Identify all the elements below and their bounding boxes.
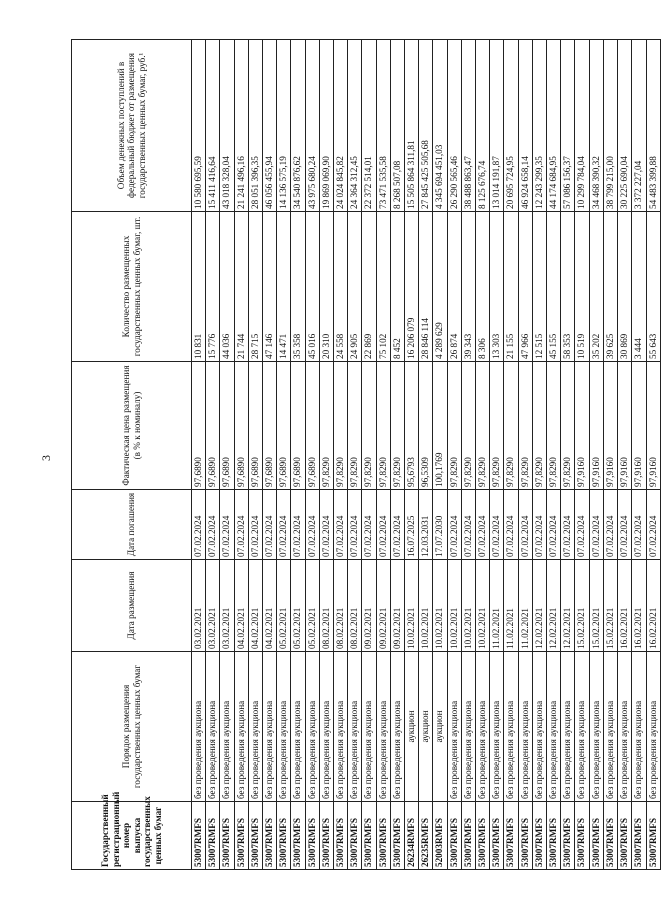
cell-order: без проведения аукциона: [447, 652, 461, 802]
cell-order: без проведения аукциона: [362, 652, 376, 802]
cell-placement-date: 09.02.2021: [376, 560, 390, 652]
cell-price: 97,8290: [561, 362, 575, 490]
cell-quantity: 21 744: [234, 212, 248, 362]
cell-placement-date: 10.02.2021: [447, 560, 461, 652]
cell-reg-number: 53007RMFS: [575, 802, 589, 870]
cell-placement-date: 09.02.2021: [390, 560, 404, 652]
cell-volume: 44 174 684,95: [547, 40, 561, 212]
cell-maturity-date: 07.02.2024: [547, 490, 561, 560]
cell-maturity-date: 07.02.2024: [518, 490, 532, 560]
cell-reg-number: 53007RMFS: [561, 802, 575, 870]
cell-price: 97,6890: [248, 362, 262, 490]
cell-maturity-date: 07.02.2024: [192, 490, 206, 560]
table-row: [405, 40, 419, 870]
cell-volume: 34 468 390,32: [589, 40, 603, 212]
cell-reg-number: 53007RMFS: [319, 802, 333, 870]
cell-price: 97,8290: [334, 362, 348, 490]
cell-quantity: 28 715: [248, 212, 262, 362]
table-body: [192, 40, 661, 870]
cell-price: 97,9160: [618, 362, 632, 490]
cell-maturity-date: 07.02.2024: [476, 490, 490, 560]
cell-placement-date: 05.02.2021: [305, 560, 319, 652]
cell-volume: 20 695 724,95: [504, 40, 518, 212]
table-row: [277, 40, 291, 870]
cell-order: без проведения аукциона: [547, 652, 561, 802]
cell-placement-date: 12.02.2021: [561, 560, 575, 652]
cell-reg-number: 53007RMFS: [490, 802, 504, 870]
cell-placement-date: 16.02.2021: [632, 560, 646, 652]
cell-volume: 38 799 215,00: [603, 40, 617, 212]
cell-volume: 43 018 328,04: [220, 40, 234, 212]
table-row: [603, 40, 617, 870]
cell-price: 97,9160: [632, 362, 646, 490]
cell-quantity: 8 452: [390, 212, 404, 362]
table-row: [476, 40, 490, 870]
cell-placement-date: 05.02.2021: [277, 560, 291, 652]
cell-quantity: 10 519: [575, 212, 589, 362]
cell-order: без проведения аукциона: [348, 652, 362, 802]
cell-volume: 15 505 864 311,81: [405, 40, 419, 212]
cell-maturity-date: 07.02.2024: [305, 490, 319, 560]
cell-quantity: 22 869: [362, 212, 376, 362]
cell-maturity-date: 07.02.2024: [376, 490, 390, 560]
cell-order: аукцион: [405, 652, 419, 802]
cell-placement-date: 15.02.2021: [575, 560, 589, 652]
cell-maturity-date: 07.02.2024: [447, 490, 461, 560]
cell-price: 97,9160: [589, 362, 603, 490]
cell-reg-number: 53007RMFS: [192, 802, 206, 870]
header-placement-date: Дата размещения: [72, 560, 192, 652]
cell-volume: 24 024 845,82: [334, 40, 348, 212]
cell-maturity-date: 07.02.2024: [362, 490, 376, 560]
cell-quantity: 47 146: [263, 212, 277, 362]
cell-maturity-date: 17.07.2030: [433, 490, 447, 560]
cell-price: 95,6793: [405, 362, 419, 490]
cell-volume: 57 086 156,37: [561, 40, 575, 212]
header-volume: Объем денежных поступлений в федеральный бюджет от размещения государственных ценных бумаг, руб.¹: [72, 40, 192, 212]
cell-price: 97,8290: [532, 362, 546, 490]
cell-order: без проведения аукциона: [390, 652, 404, 802]
table-row: [532, 40, 546, 870]
cell-order: без проведения аукциона: [376, 652, 390, 802]
table-row: [547, 40, 561, 870]
cell-reg-number: 53007RMFS: [476, 802, 490, 870]
cell-quantity: 21 155: [504, 212, 518, 362]
cell-maturity-date: 07.02.2024: [348, 490, 362, 560]
cell-placement-date: 10.02.2021: [476, 560, 490, 652]
header-quantity: Количество размещенных государственных ценных бумаг, шт.: [72, 212, 192, 362]
cell-order: без проведения аукциона: [575, 652, 589, 802]
table-row: [234, 40, 248, 870]
cell-reg-number: 53007RMFS: [234, 802, 248, 870]
cell-quantity: 20 310: [319, 212, 333, 362]
table-row: [490, 40, 504, 870]
cell-quantity: 44 036: [220, 212, 234, 362]
cell-reg-number: 53007RMFS: [518, 802, 532, 870]
header-order: Порядок размещения государственных ценных бумаг: [72, 652, 192, 802]
cell-maturity-date: 07.02.2024: [263, 490, 277, 560]
cell-volume: 43 975 680,24: [305, 40, 319, 212]
cell-price: 97,8290: [476, 362, 490, 490]
cell-maturity-date: 07.02.2024: [618, 490, 632, 560]
cell-order: без проведения аукциона: [305, 652, 319, 802]
cell-placement-date: 16.02.2021: [646, 560, 660, 652]
cell-order: без проведения аукциона: [518, 652, 532, 802]
cell-price: 97,8290: [461, 362, 475, 490]
table-row: [348, 40, 362, 870]
cell-order: аукцион: [419, 652, 433, 802]
cell-reg-number: 53007RMFS: [263, 802, 277, 870]
cell-placement-date: 10.02.2021: [419, 560, 433, 652]
rotated-table-container: [71, 40, 658, 870]
cell-order: без проведения аукциона: [319, 652, 333, 802]
cell-maturity-date: 07.02.2024: [248, 490, 262, 560]
table-row: [390, 40, 404, 870]
cell-placement-date: 04.02.2021: [234, 560, 248, 652]
cell-placement-date: 10.02.2021: [461, 560, 475, 652]
cell-price: 97,6890: [206, 362, 220, 490]
cell-maturity-date: 07.02.2024: [490, 490, 504, 560]
cell-placement-date: 08.02.2021: [334, 560, 348, 652]
cell-order: без проведения аукциона: [490, 652, 504, 802]
cell-volume: 15 411 416,64: [206, 40, 220, 212]
cell-order: без проведения аукциона: [263, 652, 277, 802]
table-row: [632, 40, 646, 870]
table-row: [334, 40, 348, 870]
table-row: [305, 40, 319, 870]
cell-order: без проведения аукциона: [476, 652, 490, 802]
cell-maturity-date: 07.02.2024: [504, 490, 518, 560]
cell-reg-number: 53007RMFS: [334, 802, 348, 870]
cell-placement-date: 12.02.2021: [532, 560, 546, 652]
cell-price: 97,6890: [263, 362, 277, 490]
cell-volume: 46 924 658,14: [518, 40, 532, 212]
cell-order: без проведения аукциона: [206, 652, 220, 802]
cell-maturity-date: 07.02.2024: [291, 490, 305, 560]
cell-placement-date: 03.02.2021: [206, 560, 220, 652]
cell-volume: 19 869 069,90: [319, 40, 333, 212]
cell-reg-number: 53007RMFS: [277, 802, 291, 870]
cell-order: без проведения аукциона: [248, 652, 262, 802]
cell-order: без проведения аукциона: [220, 652, 234, 802]
cell-volume: 38 488 863,47: [461, 40, 475, 212]
cell-placement-date: 12.02.2021: [547, 560, 561, 652]
cell-volume: 30 225 690,04: [618, 40, 632, 212]
cell-quantity: 26 874: [447, 212, 461, 362]
cell-quantity: 12 515: [532, 212, 546, 362]
table-row: [646, 40, 660, 870]
cell-order: без проведения аукциона: [277, 652, 291, 802]
cell-placement-date: 05.02.2021: [291, 560, 305, 652]
cell-reg-number: 53007RMFS: [504, 802, 518, 870]
table-row: [220, 40, 234, 870]
cell-quantity: 24 558: [334, 212, 348, 362]
table-row: [192, 40, 206, 870]
cell-maturity-date: 07.02.2024: [561, 490, 575, 560]
cell-maturity-date: 07.02.2024: [390, 490, 404, 560]
cell-volume: 8 125 676,74: [476, 40, 490, 212]
table-row: [504, 40, 518, 870]
cell-volume: 22 372 514,01: [362, 40, 376, 212]
cell-reg-number: 53007RMFS: [362, 802, 376, 870]
cell-quantity: 28 846 114: [419, 212, 433, 362]
cell-maturity-date: 07.02.2024: [646, 490, 660, 560]
cell-placement-date: 15.02.2021: [589, 560, 603, 652]
cell-quantity: 10 831: [192, 212, 206, 362]
cell-order: без проведения аукциона: [192, 652, 206, 802]
cell-reg-number: 53007RMFS: [390, 802, 404, 870]
cell-price: 97,8290: [362, 362, 376, 490]
cell-reg-number: 53007RMFS: [206, 802, 220, 870]
cell-placement-date: 11.02.2021: [518, 560, 532, 652]
table-row: [362, 40, 376, 870]
cell-maturity-date: 07.02.2024: [334, 490, 348, 560]
cell-quantity: 58 353: [561, 212, 575, 362]
cell-maturity-date: 07.02.2024: [603, 490, 617, 560]
cell-placement-date: 09.02.2021: [362, 560, 376, 652]
cell-price: 97,8290: [547, 362, 561, 490]
cell-price: 97,6890: [291, 362, 305, 490]
cell-volume: 14 136 575,19: [277, 40, 291, 212]
cell-reg-number: 53007RMFS: [348, 802, 362, 870]
table-row: [575, 40, 589, 870]
cell-price: 97,6890: [192, 362, 206, 490]
cell-order: без проведения аукциона: [589, 652, 603, 802]
cell-price: 97,6890: [220, 362, 234, 490]
cell-placement-date: 11.02.2021: [504, 560, 518, 652]
cell-reg-number: 53007RMFS: [618, 802, 632, 870]
cell-quantity: 13 303: [490, 212, 504, 362]
cell-price: 97,8290: [504, 362, 518, 490]
cell-order: без проведения аукциона: [632, 652, 646, 802]
cell-price: 100,1769: [433, 362, 447, 490]
cell-quantity: 47 966: [518, 212, 532, 362]
cell-quantity: 30 869: [618, 212, 632, 362]
table-row: [589, 40, 603, 870]
cell-reg-number: 53007RMFS: [646, 802, 660, 870]
cell-price: 97,8290: [376, 362, 390, 490]
cell-volume: 46 056 455,94: [263, 40, 277, 212]
cell-quantity: 39 625: [603, 212, 617, 362]
cell-reg-number: 53007RMFS: [603, 802, 617, 870]
cell-volume: 12 243 299,35: [532, 40, 546, 212]
cell-reg-number: 53007RMFS: [532, 802, 546, 870]
table-row: [319, 40, 333, 870]
header-row: [72, 40, 192, 870]
cell-reg-number: 53007RMFS: [376, 802, 390, 870]
table-row: [518, 40, 532, 870]
cell-reg-number: 53007RMFS: [248, 802, 262, 870]
header-maturity-date: Дата погашения: [72, 490, 192, 560]
cell-quantity: 8 306: [476, 212, 490, 362]
cell-placement-date: 08.02.2021: [348, 560, 362, 652]
table-row: [263, 40, 277, 870]
cell-volume: 73 471 535,58: [376, 40, 390, 212]
cell-quantity: 14 471: [277, 212, 291, 362]
cell-placement-date: 03.02.2021: [220, 560, 234, 652]
cell-maturity-date: 07.02.2024: [206, 490, 220, 560]
cell-quantity: 16 206 079: [405, 212, 419, 362]
cell-placement-date: 08.02.2021: [319, 560, 333, 652]
cell-volume: 3 372 227,04: [632, 40, 646, 212]
cell-reg-number: 53007RMFS: [305, 802, 319, 870]
cell-reg-number: 53007RMFS: [447, 802, 461, 870]
cell-reg-number: 52003RMFS: [433, 802, 447, 870]
cell-volume: 28 051 396,35: [248, 40, 262, 212]
cell-quantity: 4 289 629: [433, 212, 447, 362]
table-row: [461, 40, 475, 870]
cell-volume: 26 290 565,46: [447, 40, 461, 212]
cell-reg-number: 53007RMFS: [632, 802, 646, 870]
cell-price: 97,8290: [518, 362, 532, 490]
cell-price: 97,9160: [646, 362, 660, 490]
cell-volume: 21 241 496,16: [234, 40, 248, 212]
cell-placement-date: 04.02.2021: [248, 560, 262, 652]
cell-quantity: 39 343: [461, 212, 475, 362]
cell-reg-number: 53007RMFS: [461, 802, 475, 870]
cell-quantity: 35 202: [589, 212, 603, 362]
cell-order: без проведения аукциона: [618, 652, 632, 802]
cell-order: без проведения аукциона: [603, 652, 617, 802]
cell-reg-number: 53007RMFS: [547, 802, 561, 870]
cell-volume: 8 268 507,08: [390, 40, 404, 212]
cell-order: без проведения аукциона: [561, 652, 575, 802]
cell-price: 97,9160: [603, 362, 617, 490]
placement-table: [71, 39, 661, 870]
cell-volume: 34 540 876,62: [291, 40, 305, 212]
cell-price: 97,8290: [447, 362, 461, 490]
cell-placement-date: 10.02.2021: [433, 560, 447, 652]
cell-maturity-date: 07.02.2024: [220, 490, 234, 560]
cell-price: 97,8290: [390, 362, 404, 490]
cell-maturity-date: 07.02.2024: [632, 490, 646, 560]
cell-quantity: 15 776: [206, 212, 220, 362]
table-row: [618, 40, 632, 870]
cell-maturity-date: 07.02.2024: [319, 490, 333, 560]
cell-price: 97,8290: [490, 362, 504, 490]
header-reg-number: Государственный регистрационный номер выпуска государственных ценных бумаг: [72, 802, 192, 870]
table-row: [561, 40, 575, 870]
cell-volume: 10 580 695,59: [192, 40, 206, 212]
cell-maturity-date: 12.03.2031: [419, 490, 433, 560]
table-row: [248, 40, 262, 870]
cell-placement-date: 11.02.2021: [490, 560, 504, 652]
table-row: [447, 40, 461, 870]
table-row: [419, 40, 433, 870]
cell-reg-number: 26234RMFS: [405, 802, 419, 870]
cell-placement-date: 16.02.2021: [618, 560, 632, 652]
cell-maturity-date: 16.07.2025: [405, 490, 419, 560]
cell-reg-number: 53007RMFS: [220, 802, 234, 870]
table-row: [206, 40, 220, 870]
cell-quantity: 45 016: [305, 212, 319, 362]
table-row: [433, 40, 447, 870]
cell-quantity: 45 155: [547, 212, 561, 362]
cell-reg-number: 53007RMFS: [291, 802, 305, 870]
cell-reg-number: 53007RMFS: [589, 802, 603, 870]
cell-volume: 24 364 312,45: [348, 40, 362, 212]
cell-order: без проведения аукциона: [646, 652, 660, 802]
cell-order: без проведения аукциона: [532, 652, 546, 802]
cell-quantity: 3 444: [632, 212, 646, 362]
cell-quantity: 55 643: [646, 212, 660, 362]
cell-price: 97,8290: [348, 362, 362, 490]
cell-price: 97,6890: [277, 362, 291, 490]
cell-price: 97,9160: [575, 362, 589, 490]
cell-volume: 13 014 191,87: [490, 40, 504, 212]
cell-maturity-date: 07.02.2024: [234, 490, 248, 560]
cell-volume: 4 345 694 451,03: [433, 40, 447, 212]
cell-quantity: 75 102: [376, 212, 390, 362]
page-number: 3: [39, 455, 53, 461]
cell-quantity: 24 905: [348, 212, 362, 362]
cell-maturity-date: 07.02.2024: [461, 490, 475, 560]
cell-reg-number: 26235RMFS: [419, 802, 433, 870]
cell-placement-date: 04.02.2021: [263, 560, 277, 652]
cell-order: без проведения аукциона: [504, 652, 518, 802]
table-row: [291, 40, 305, 870]
cell-maturity-date: 07.02.2024: [589, 490, 603, 560]
cell-maturity-date: 07.02.2024: [277, 490, 291, 560]
cell-volume: 10 299 784,04: [575, 40, 589, 212]
cell-order: без проведения аукциона: [291, 652, 305, 802]
cell-placement-date: 03.02.2021: [192, 560, 206, 652]
table-row: [376, 40, 390, 870]
cell-volume: 27 845 425 505,68: [419, 40, 433, 212]
cell-placement-date: 15.02.2021: [603, 560, 617, 652]
header-price: Фактическая цена размещения (в % к номиналу): [72, 362, 192, 490]
cell-price: 97,6890: [234, 362, 248, 490]
table-header: [72, 40, 192, 870]
cell-price: 96,5309: [419, 362, 433, 490]
cell-maturity-date: 07.02.2024: [575, 490, 589, 560]
cell-quantity: 35 358: [291, 212, 305, 362]
cell-placement-date: 10.02.2021: [405, 560, 419, 652]
cell-price: 97,8290: [319, 362, 333, 490]
cell-volume: 54 483 399,88: [646, 40, 660, 212]
cell-maturity-date: 07.02.2024: [532, 490, 546, 560]
cell-order: без проведения аукциона: [461, 652, 475, 802]
cell-order: без проведения аукциона: [334, 652, 348, 802]
cell-price: 97,6890: [305, 362, 319, 490]
cell-order: без проведения аукциона: [234, 652, 248, 802]
cell-order: аукцион: [433, 652, 447, 802]
